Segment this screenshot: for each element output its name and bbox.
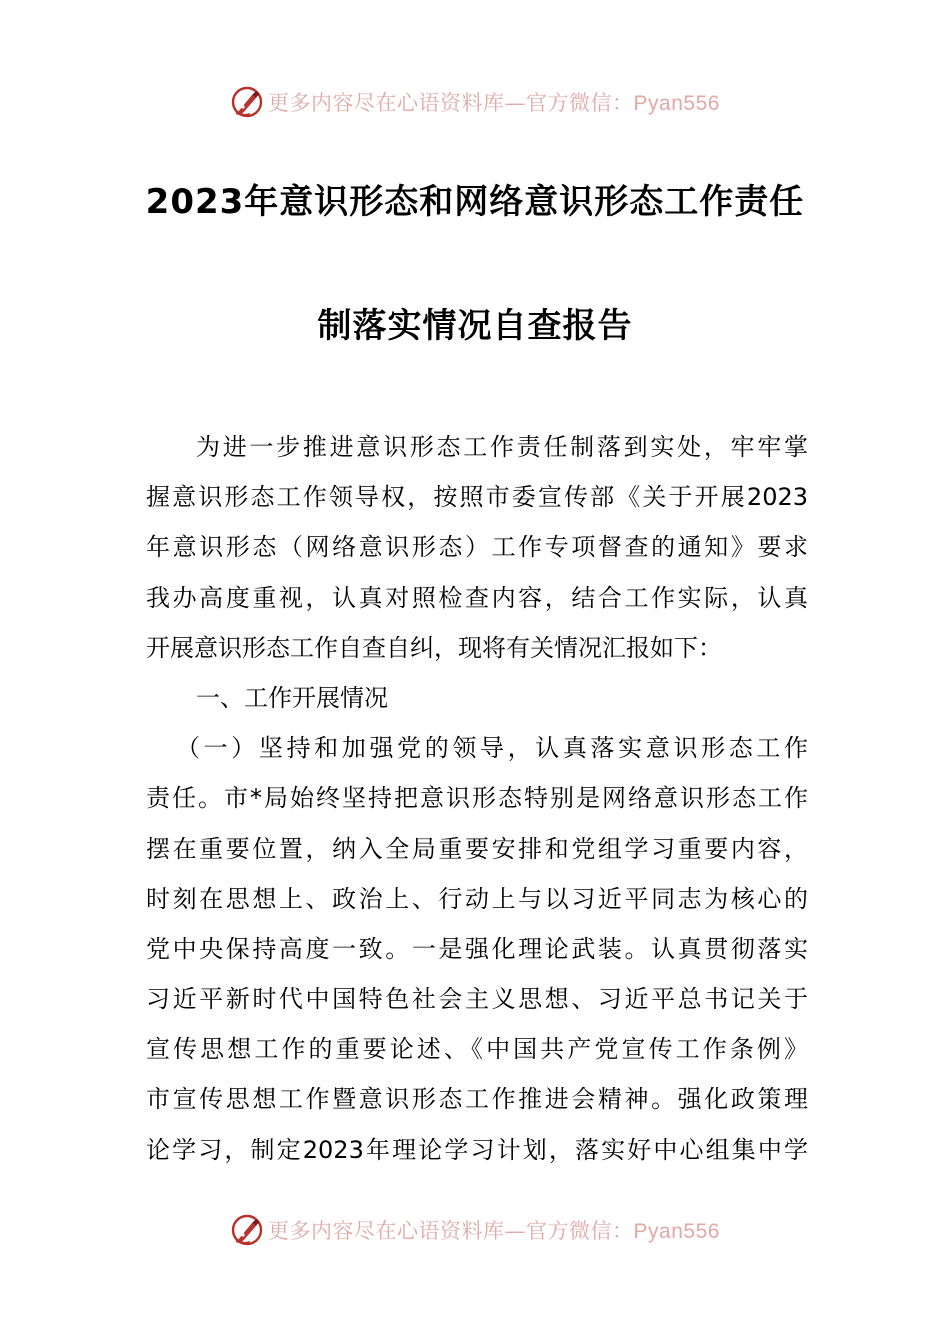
header-watermark <box>0 80 950 124</box>
body-line: 党中央保持高度一致。一是强化理论武装。认真贯彻落实 <box>146 934 808 963</box>
footer-watermark <box>0 1208 950 1252</box>
body-line: 宣传思想工作的重要论述、《中国共产党宣传工作条例》 <box>146 1035 808 1064</box>
watermark-text: 更多内容尽在心语资料库—官方微信：Pyan556 <box>268 1219 720 1243</box>
body-line: 开展意识形态工作自查自纠，现将有关情况汇报如下： <box>146 633 722 662</box>
body-line: 习近平新时代中国特色社会主义思想、习近平总书记关于 <box>146 985 808 1014</box>
body-line: 责任。市*局始终坚持把意识形态特别是网络意识形态工作 <box>146 784 808 813</box>
body-line: 我办高度重视，认真对照检查内容，结合工作实际，认真 <box>146 583 808 612</box>
watermark-wechat-id: Pyan556 <box>633 1220 720 1243</box>
body-line: 年意识形态（网络意识形态）工作专项督查的通知》要求 <box>146 533 808 562</box>
body-line: 论学习，制定2023年理论学习计划，落实好中心组集中学 <box>146 1135 808 1164</box>
pen-nib-logo-icon <box>230 1213 264 1247</box>
document-title-line-2: 制落实情况自查报告 <box>317 306 633 346</box>
body-line: 握意识形态工作领导权，按照市委宣传部《关于开展2023 <box>146 483 808 512</box>
body-line: 为进一步推进意识形态工作责任制落到实处，牢牢掌 <box>196 433 808 461</box>
watermark-wechat-id: Pyan556 <box>633 92 720 115</box>
body-line: 摆在重要位置，纳入全局重要安排和党组学习重要内容， <box>146 834 808 863</box>
section-heading: 一、工作开展情况 <box>196 683 388 712</box>
document-body <box>146 422 808 1175</box>
body-line: 市宣传思想工作暨意识形态工作推进会精神。强化政策理 <box>146 1085 808 1114</box>
body-line: 时刻在思想上、政治上、行动上与以习近平同志为核心的 <box>146 884 808 913</box>
document-title-line-1: 2023年意识形态和网络意识形态工作责任 <box>145 182 805 222</box>
watermark-text: 更多内容尽在心语资料库—官方微信：Pyan556 <box>268 91 720 115</box>
body-line: （一）坚持和加强党的领导，认真落实意识形态工作 <box>176 734 808 763</box>
pen-nib-logo-icon <box>230 85 264 119</box>
